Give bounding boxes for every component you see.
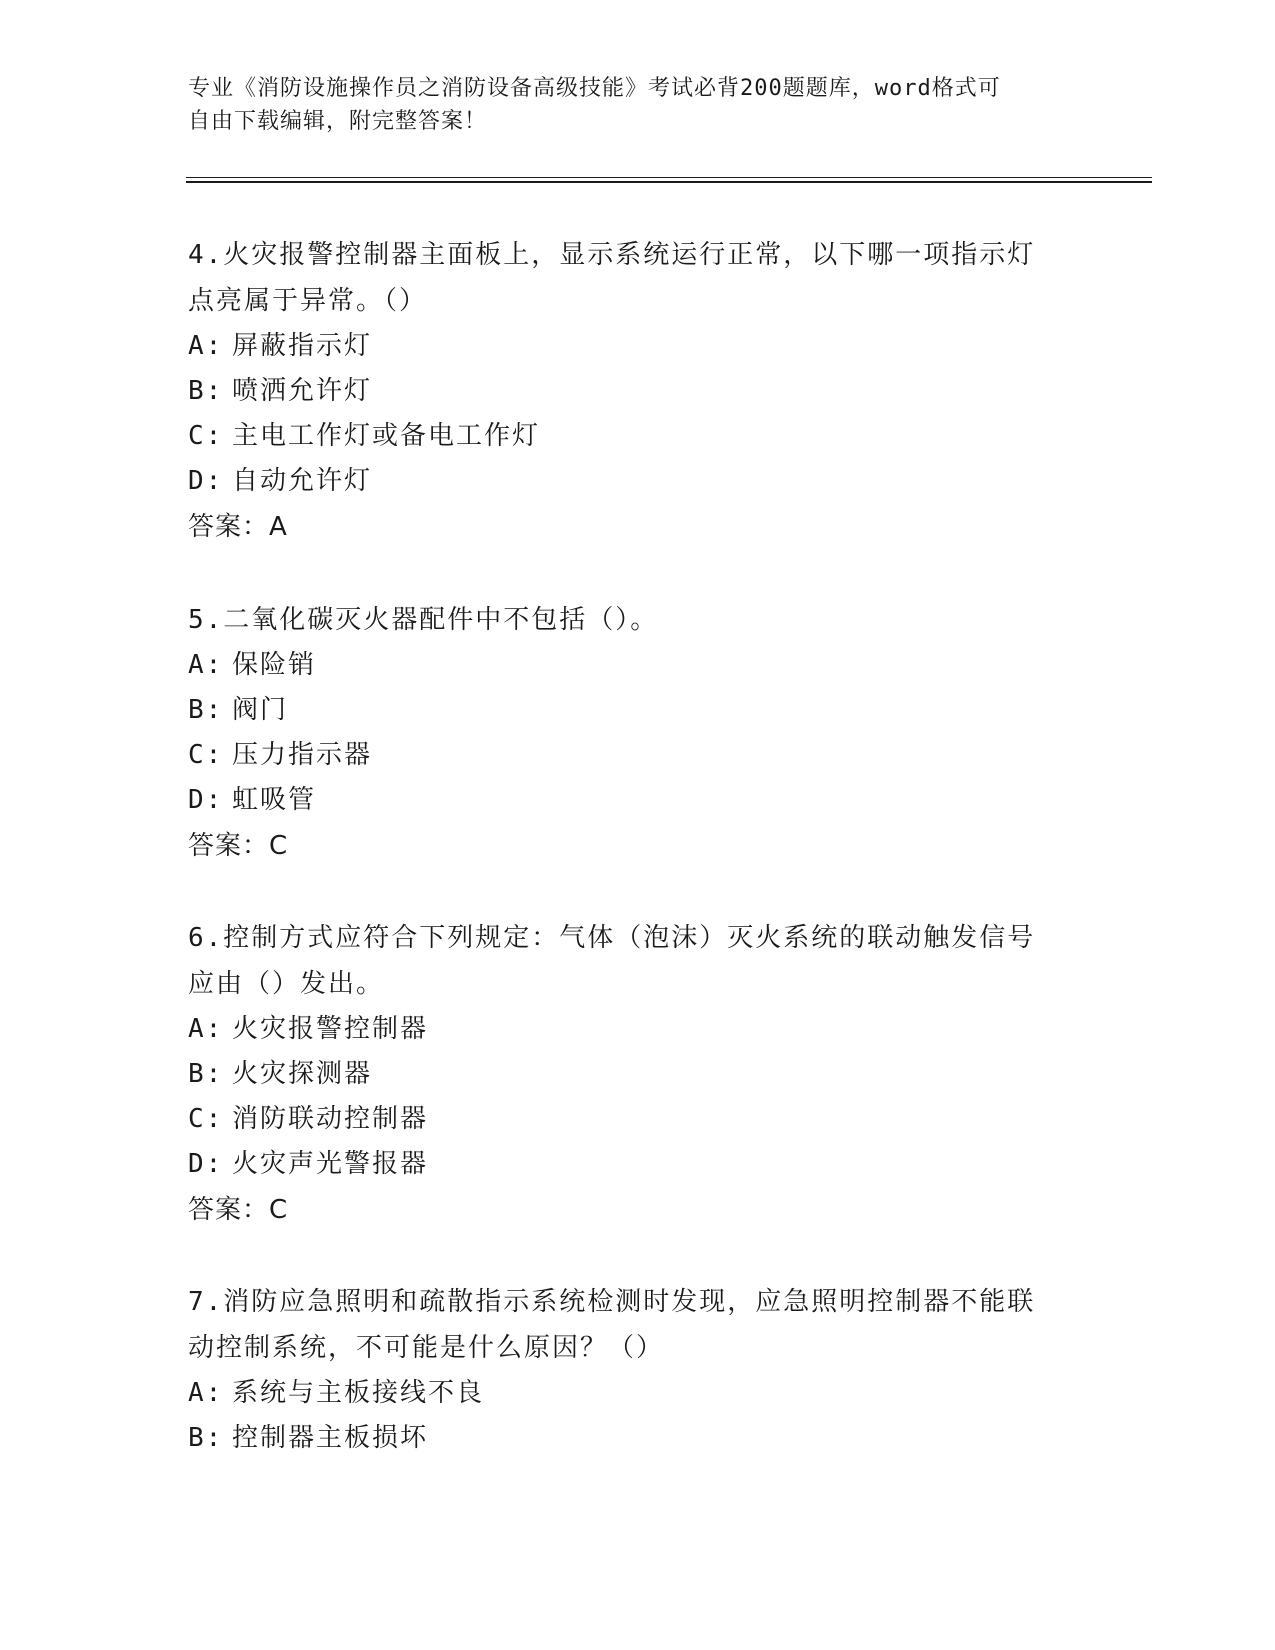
option-text: 屏蔽指示灯 (232, 331, 373, 361)
question-stem: 5.二氧化碳灭火器配件中不包括（）。 (188, 605, 659, 635)
header-divider-thin (186, 177, 1152, 178)
option-a (188, 1371, 1088, 1416)
option-a (188, 324, 1088, 369)
header-divider-thick (186, 181, 1152, 183)
option-text: 火灾探测器 (232, 1059, 373, 1089)
document-header (188, 72, 1068, 138)
question-block (188, 1279, 1088, 1461)
option-key: D: (188, 1149, 224, 1179)
question-stem: 应由（）发出。 (188, 969, 385, 999)
option-b (188, 1052, 1088, 1097)
option-key: A: (188, 1378, 224, 1408)
option-d (188, 459, 1088, 504)
option-text: 阀门 (232, 695, 289, 725)
answer-line: 答案：A (188, 512, 288, 542)
option-text: 自动允许灯 (232, 466, 373, 496)
option-key: C: (188, 740, 224, 770)
option-text: 虹吸管 (232, 785, 317, 815)
question-block (188, 232, 1088, 550)
option-text: 主电工作灯或备电工作灯 (232, 421, 541, 451)
option-c (188, 733, 1088, 778)
header-line-2: 自由下载编辑，附完整答案！ (188, 109, 488, 134)
option-b (188, 1416, 1088, 1461)
option-key: B: (188, 1423, 224, 1453)
option-a (188, 1007, 1088, 1052)
option-key: C: (188, 421, 224, 451)
question-block (188, 597, 1088, 869)
question-stem: 点亮属于异常。（） (188, 286, 428, 316)
option-key: A: (188, 650, 224, 680)
option-key: B: (188, 376, 224, 406)
option-a (188, 643, 1088, 688)
option-text: 压力指示器 (232, 740, 373, 770)
option-key: C: (188, 1104, 224, 1134)
option-text: 保险销 (232, 650, 317, 680)
option-c (188, 414, 1088, 459)
option-b (188, 369, 1088, 414)
option-key: D: (188, 785, 224, 815)
option-d (188, 778, 1088, 823)
option-c (188, 1097, 1088, 1142)
option-d (188, 1142, 1088, 1187)
option-text: 系统与主板接线不良 (232, 1378, 485, 1408)
option-text: 消防联动控制器 (232, 1104, 429, 1134)
question-stem: 动控制系统，不可能是什么原因？（） (188, 1333, 665, 1363)
header-line-1: 专业《消防设施操作员之消防设备高级技能》考试必背200题题库，word格式可 (188, 76, 1001, 101)
option-key: A: (188, 1014, 224, 1044)
option-text: 火灾报警控制器 (232, 1014, 429, 1044)
question-block (188, 915, 1088, 1233)
option-key: B: (188, 1059, 224, 1089)
question-stem: 6.控制方式应符合下列规定：气体（泡沫）灭火系统的联动触发信号 (188, 923, 1036, 953)
question-stem: 4.火灾报警控制器主面板上，显示系统运行正常，以下哪一项指示灯 (188, 240, 1036, 270)
option-key: D: (188, 466, 224, 496)
question-stem: 7.消防应急照明和疏散指示系统检测时发现，应急照明控制器不能联 (188, 1287, 1036, 1317)
option-text: 火灾声光警报器 (232, 1149, 429, 1179)
answer-line: 答案：C (188, 831, 289, 861)
option-key: B: (188, 695, 224, 725)
option-text: 控制器主板损坏 (232, 1423, 429, 1453)
answer-line: 答案：C (188, 1195, 289, 1225)
option-text: 喷洒允许灯 (232, 376, 373, 406)
option-b (188, 688, 1088, 733)
option-key: A: (188, 331, 224, 361)
